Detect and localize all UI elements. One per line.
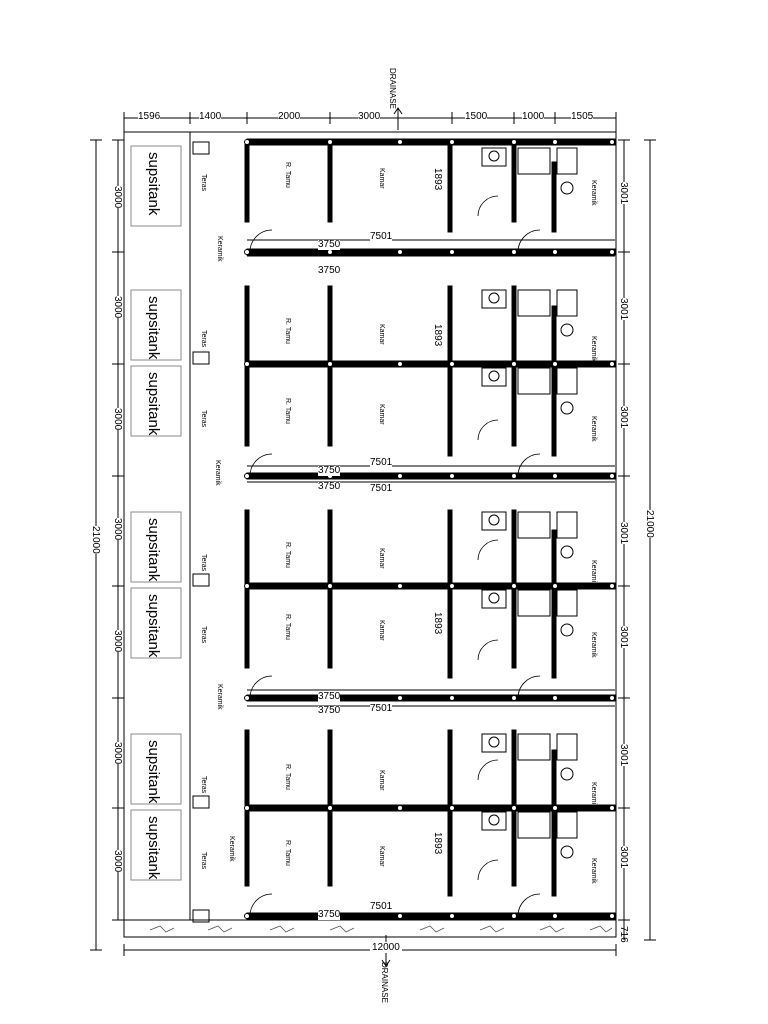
terrace-label: Teras	[200, 852, 207, 870]
living-room-label: R. Tamu	[284, 764, 291, 790]
bedroom-label: Kamar	[378, 324, 385, 345]
terrace-label: Teras	[200, 554, 207, 572]
wall	[552, 162, 556, 232]
sink-counter	[557, 290, 577, 316]
column-post	[553, 362, 558, 367]
corridor-long-dim: 7501	[370, 483, 393, 494]
bedroom-label: Kamar	[378, 770, 385, 791]
column-post	[328, 362, 333, 367]
column-post	[610, 806, 615, 811]
terrace-table	[193, 796, 209, 808]
right-dimension-label: 3001	[618, 406, 629, 429]
ceramic-label: Keramik	[228, 836, 235, 862]
toilet-bowl	[489, 293, 499, 303]
column-post	[553, 696, 558, 701]
column-post	[512, 362, 517, 367]
corridor-short-dim: 3750	[318, 265, 341, 276]
corridor-long-dim: 7501	[370, 901, 393, 912]
corridor-long-dim: 7501	[370, 703, 393, 714]
column-post	[398, 250, 403, 255]
septic-tank-label: supsitank	[145, 296, 162, 360]
sink-basin	[561, 324, 573, 336]
drainage-label-top: DRAINASE	[388, 68, 397, 109]
sink-basin	[561, 846, 573, 858]
wall	[247, 695, 615, 701]
left-dimension-label: 3000	[112, 850, 123, 873]
ceramic-label: Keramik	[590, 560, 597, 586]
column-post	[512, 474, 517, 479]
wall	[247, 805, 615, 811]
ceramic-label: Keramik	[590, 180, 597, 206]
septic-tank-label: supsitank	[145, 594, 162, 658]
door-swing	[478, 760, 498, 780]
left-dimension-label: 3000	[112, 742, 123, 765]
column-post	[553, 914, 558, 919]
column-post	[610, 362, 615, 367]
terrace-table	[193, 352, 209, 364]
column-post	[512, 584, 517, 589]
wall	[245, 142, 249, 222]
septic-tank-label: supsitank	[145, 372, 162, 436]
column-post	[398, 362, 403, 367]
wall	[328, 142, 332, 222]
column-post	[245, 474, 250, 479]
column-post	[328, 140, 333, 145]
ceramic-label: Keramik	[590, 632, 597, 658]
door-swing	[478, 860, 498, 880]
corridor-short-dim: 3750	[318, 705, 341, 716]
ceramic-label: Keramik	[590, 416, 597, 442]
bedroom-label: Kamar	[378, 846, 385, 867]
wall	[448, 730, 452, 896]
septic-tank-label: supsitank	[145, 518, 162, 582]
wall	[448, 142, 452, 232]
sink-counter	[557, 812, 577, 838]
right-dimension-label: 3001	[618, 522, 629, 545]
bottom-dimension-label: 12000	[372, 942, 400, 953]
column-post	[398, 474, 403, 479]
sink-counter	[557, 512, 577, 538]
sink-basin	[561, 546, 573, 558]
ceramic-label: Keramik	[214, 460, 221, 486]
column-post	[553, 806, 558, 811]
wall	[247, 583, 615, 589]
septic-tank-label: supsitank	[145, 816, 162, 880]
sink-basin	[561, 624, 573, 636]
column-post	[512, 140, 517, 145]
wall	[247, 473, 615, 479]
terrace-label: Teras	[200, 626, 207, 644]
left-total: 21000	[90, 526, 101, 554]
wall	[247, 913, 615, 919]
door-swing	[478, 540, 498, 560]
living-room-label: R. Tamu	[284, 542, 291, 568]
top-dimension-label: 1596	[138, 111, 161, 122]
bedroom-label: Kamar	[378, 620, 385, 641]
shower-tray	[518, 148, 550, 174]
corridor-short-dim: 3750	[318, 691, 341, 702]
right-dimension-label: 3001	[618, 744, 629, 767]
top-dimension-label: 1000	[522, 111, 545, 122]
door-swing	[478, 640, 498, 660]
column-post	[512, 806, 517, 811]
door-swing	[478, 196, 498, 216]
left-dimension-label: 3000	[112, 408, 123, 431]
left-dimension-label: 3000	[112, 518, 123, 541]
column-post	[610, 696, 615, 701]
sink-counter	[557, 590, 577, 616]
right-dimension-label: 3001	[618, 298, 629, 321]
column-post	[245, 140, 250, 145]
column-post	[512, 914, 517, 919]
bedroom-label: Kamar	[378, 404, 385, 425]
living-room-label: R. Tamu	[284, 614, 291, 640]
column-post	[398, 584, 403, 589]
terrace-table	[193, 142, 209, 154]
terrace-table	[193, 574, 209, 586]
right-dimension-label: 3001	[618, 626, 629, 649]
column-post	[610, 584, 615, 589]
column-post	[450, 474, 455, 479]
living-room-label: R. Tamu	[284, 840, 291, 866]
column-post	[450, 914, 455, 919]
column-post	[553, 140, 558, 145]
left-dimension-label: 3000	[112, 630, 123, 653]
corridor-short-dim: 3750	[318, 909, 341, 920]
right-dimension-label: 3001	[618, 182, 629, 205]
column-post	[512, 250, 517, 255]
column-post	[553, 250, 558, 255]
sink-counter	[557, 148, 577, 174]
toilet-bowl	[489, 371, 499, 381]
column-post	[450, 140, 455, 145]
sink-basin	[561, 768, 573, 780]
ceramic-label: Keramik	[216, 684, 223, 710]
drainage-label-bottom: DRAINASE	[380, 962, 389, 1003]
terrace-label: Teras	[200, 776, 207, 794]
column-post	[553, 584, 558, 589]
toilet-bowl	[489, 593, 499, 603]
right-bottom-dimension: 716	[618, 926, 629, 943]
shower-tray	[518, 290, 550, 316]
wall	[552, 530, 556, 678]
septic-tank-label: supsitank	[145, 740, 162, 804]
column-post	[245, 806, 250, 811]
stair-dimension: 1893	[432, 612, 443, 635]
column-post	[245, 914, 250, 919]
sink-counter	[557, 368, 577, 394]
living-room-label: R. Tamu	[284, 318, 291, 344]
column-post	[610, 140, 615, 145]
bedroom-label: Kamar	[378, 168, 385, 189]
column-post	[450, 584, 455, 589]
toilet-bowl	[489, 815, 499, 825]
column-post	[245, 584, 250, 589]
wall	[247, 139, 615, 145]
right-total: 21000	[644, 510, 655, 538]
top-dimension-label: 3000	[358, 111, 381, 122]
shower-tray	[518, 512, 550, 538]
column-post	[398, 806, 403, 811]
top-dimension-label: 1400	[199, 111, 222, 122]
column-post	[328, 806, 333, 811]
column-post	[398, 140, 403, 145]
stair-dimension: 1893	[432, 324, 443, 347]
column-post	[398, 696, 403, 701]
corridor-short-dim: 3750	[318, 465, 341, 476]
corridor-long-dim: 7501	[370, 231, 393, 242]
toilet-bowl	[489, 151, 499, 161]
column-post	[610, 474, 615, 479]
shower-tray	[518, 812, 550, 838]
living-room-label: R. Tamu	[284, 398, 291, 424]
septic-tank-label: supsitank	[145, 152, 162, 216]
wall	[552, 750, 556, 896]
drain-marks	[150, 926, 612, 932]
terrace-label: Teras	[200, 330, 207, 348]
column-post	[610, 914, 615, 919]
column-post	[245, 696, 250, 701]
column-post	[450, 696, 455, 701]
column-post	[245, 362, 250, 367]
toilet-bowl	[489, 515, 499, 525]
top-dimension-label: 2000	[278, 111, 301, 122]
sink-basin	[561, 182, 573, 194]
top-dimension-label: 1505	[571, 111, 594, 122]
left-dimension-label: 3000	[112, 186, 123, 209]
wall	[512, 142, 516, 222]
terrace-label: Teras	[200, 410, 207, 428]
living-room-label: R. Tamu	[284, 162, 291, 188]
sink-counter	[557, 734, 577, 760]
right-dimension-label: 3001	[618, 846, 629, 869]
column-post	[328, 584, 333, 589]
corridor-short-dim: 3750	[318, 239, 341, 250]
column-post	[512, 696, 517, 701]
wall	[552, 306, 556, 456]
ceramic-label: Keramik	[590, 858, 597, 884]
column-post	[450, 250, 455, 255]
bedroom-label: Kamar	[378, 548, 385, 569]
door-swing	[478, 420, 498, 440]
stair-dimension: 1893	[432, 832, 443, 855]
column-post	[553, 474, 558, 479]
wall	[247, 361, 615, 367]
toilet-bowl	[489, 737, 499, 747]
top-dimension-label: 1500	[465, 111, 488, 122]
column-post	[610, 250, 615, 255]
column-post	[245, 250, 250, 255]
ceramic-label: Keramik	[590, 782, 597, 808]
terrace-label: Teras	[200, 174, 207, 192]
shower-tray	[518, 590, 550, 616]
column-post	[398, 914, 403, 919]
sink-basin	[561, 402, 573, 414]
corridor-long-dim: 7501	[370, 457, 393, 468]
wall	[448, 286, 452, 456]
column-post	[450, 362, 455, 367]
wall	[247, 249, 615, 255]
wall	[448, 510, 452, 678]
stair-dimension: 1893	[432, 168, 443, 191]
column-post	[328, 250, 333, 255]
ceramic-label: Keramik	[590, 336, 597, 362]
shower-tray	[518, 368, 550, 394]
column-post	[450, 806, 455, 811]
corridor-short-dim: 3750	[318, 481, 341, 492]
left-dimension-label: 3000	[112, 296, 123, 319]
shower-tray	[518, 734, 550, 760]
ceramic-label: Keramik	[216, 236, 223, 262]
